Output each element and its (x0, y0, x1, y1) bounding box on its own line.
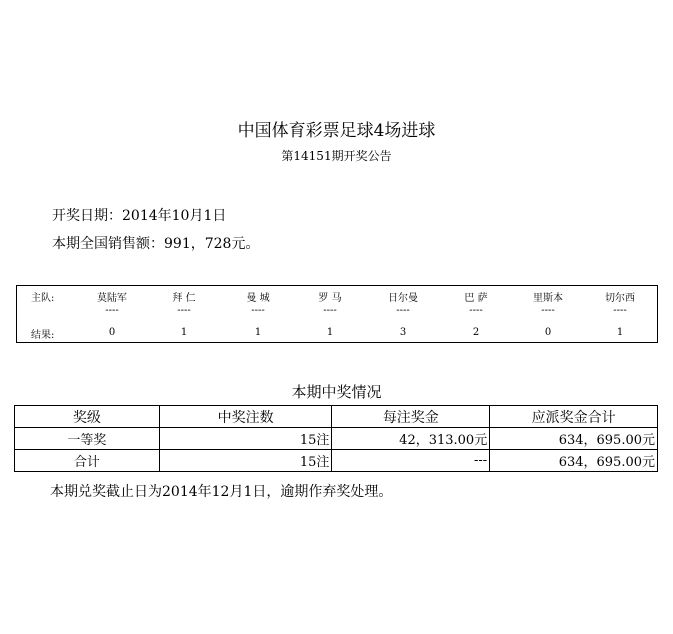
match-result: 0 (108, 327, 116, 338)
column-header: 每注奖金 (332, 406, 490, 428)
score-placeholder: ---- (469, 305, 483, 316)
team-name: 里斯本 (533, 293, 563, 304)
score-placeholder: ---- (396, 305, 410, 316)
draw-date: 开奖日期：2014年10月1日 (52, 208, 227, 224)
match-result: 2 (472, 327, 480, 338)
home-team-label: 主队: (31, 293, 55, 304)
prize-level: 合计 (15, 450, 160, 472)
prize-level: 一等奖 (15, 428, 160, 450)
column-header: 应派奖金合计 (490, 406, 658, 428)
match-result: 1 (326, 327, 334, 338)
match-result: 1 (254, 327, 262, 338)
team-name: 莫陆军 (97, 293, 127, 304)
winner-count: 15注 (159, 428, 332, 450)
score-placeholder: ---- (541, 305, 555, 316)
prize-section-title: 本期中奖情况 (291, 383, 382, 401)
issue-subtitle: 第14151期开奖公告 (281, 149, 392, 163)
team-name: 拜 仁 (172, 293, 196, 304)
winner-count: 15注 (159, 450, 332, 472)
redemption-deadline: 本期兑奖截止日为2014年12月1日，逾期作弃奖处理。 (50, 484, 393, 500)
match-table (16, 285, 658, 343)
prize-table-header-row (15, 406, 658, 428)
match-result: 1 (616, 327, 624, 338)
prize-table (14, 405, 658, 472)
prize-per-ticket: --- (332, 450, 490, 472)
table-row (15, 450, 658, 472)
team-name: 日尔曼 (388, 293, 418, 304)
prize-total: 634，695.00元 (490, 428, 658, 450)
match-result: 3 (399, 327, 407, 338)
team-name: 巴 萨 (464, 293, 488, 304)
match-result: 1 (180, 327, 188, 338)
prize-total: 634，695.00元 (490, 450, 658, 472)
score-placeholder: ---- (105, 305, 119, 316)
score-placeholder: ---- (323, 305, 337, 316)
national-sales: 本期全国销售额：991，728元。 (52, 236, 260, 252)
team-name: 切尔西 (605, 293, 635, 304)
prize-per-ticket: 42，313.00元 (332, 428, 490, 450)
table-row (15, 428, 658, 450)
team-name: 曼 城 (246, 293, 270, 304)
column-header: 奖级 (15, 406, 160, 428)
page-title: 中国体育彩票足球4场进球 (237, 121, 436, 141)
score-placeholder: ---- (613, 305, 627, 316)
result-label: 结果: (31, 330, 55, 341)
score-placeholder: ---- (251, 305, 265, 316)
score-placeholder: ---- (177, 305, 191, 316)
match-result: 0 (544, 327, 552, 338)
column-header: 中奖注数 (159, 406, 332, 428)
team-name: 罗 马 (318, 293, 342, 304)
